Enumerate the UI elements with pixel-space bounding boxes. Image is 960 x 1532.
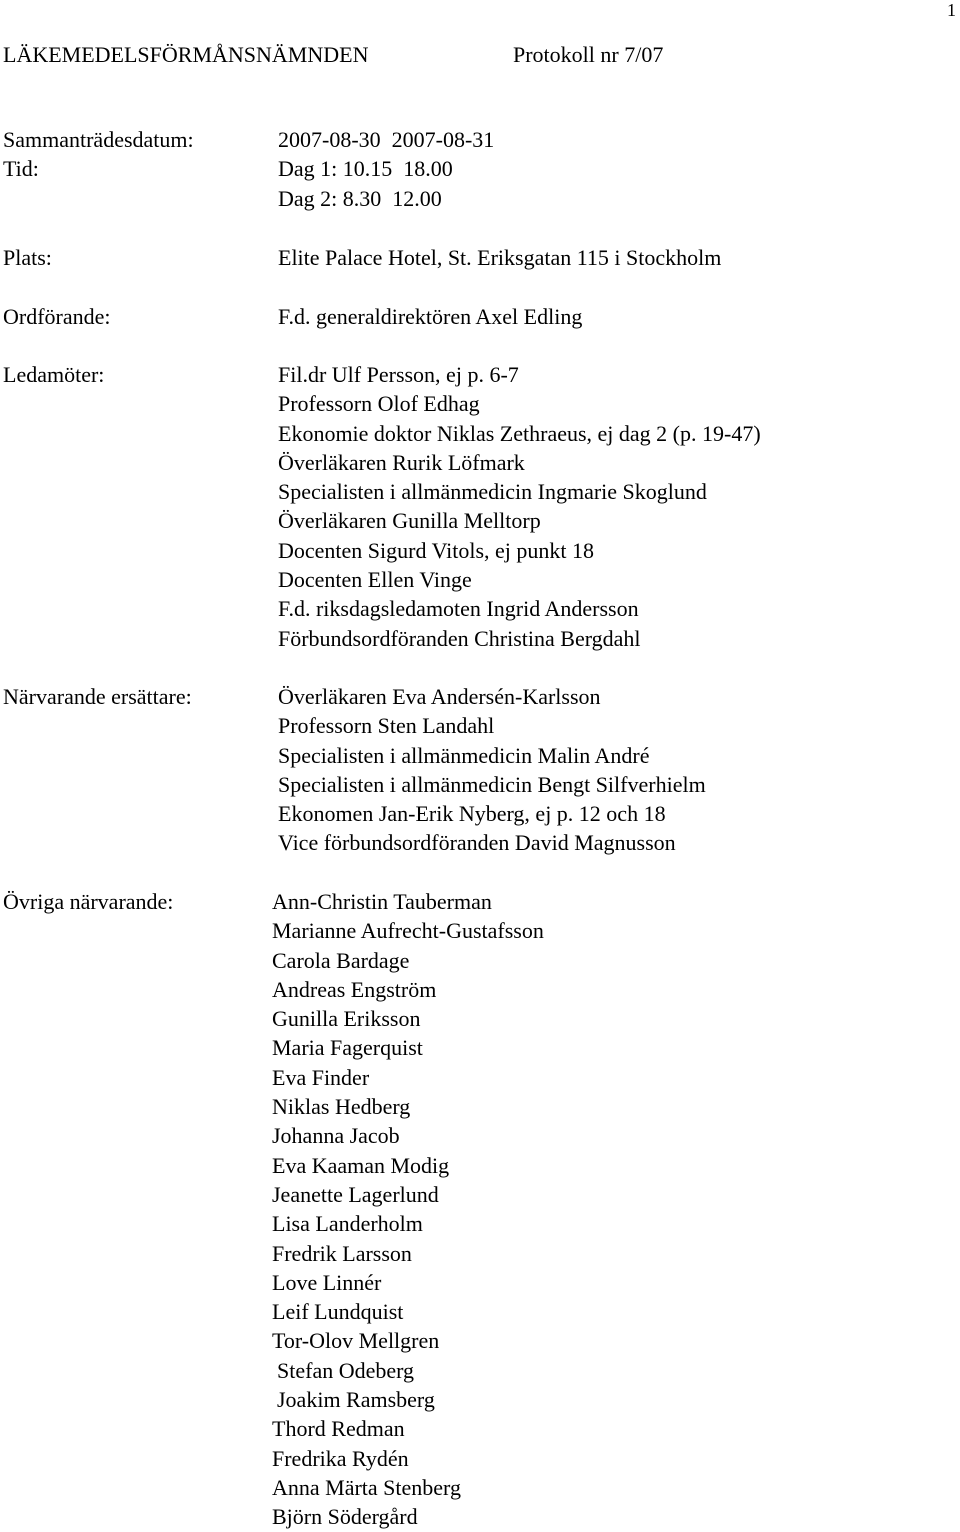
list-item: Björn Södergård [272, 1504, 418, 1530]
list-item: Gunilla Eriksson [272, 1006, 421, 1032]
list-item: Överläkaren Eva Andersén-Karlsson [278, 684, 601, 709]
list-item: Anna Märta Stenberg [272, 1474, 461, 1500]
organization-title: LÄKEMEDELSFÖRMÅNSNÄMNDEN [3, 42, 369, 67]
list-item: Andreas Engström [272, 976, 437, 1002]
meeting-chair-label: Ordförande: [3, 304, 111, 329]
list-item: Fil.dr Ulf Persson, ej p. 6-7 [278, 362, 519, 387]
list-item: Förbundsordföranden Christina Bergdahl [278, 625, 641, 651]
list-item: Specialisten i allmänmedicin Bengt Silfverhielm [278, 771, 706, 797]
list-item: Joakim Ramsberg [277, 1387, 435, 1413]
list-item: Jeanette Lagerlund [272, 1181, 439, 1207]
list-item: Tor-Olov Mellgren [272, 1328, 440, 1354]
meeting-time-day1: Dag 1: 10.15 18.00 [278, 156, 453, 181]
meeting-time-day2: Dag 2: 8.30 12.00 [278, 186, 442, 211]
list-item: Docenten Sigurd Vitols, ej punkt 18 [278, 537, 595, 563]
page-number: 1 [947, 0, 956, 20]
list-item: Vice förbundsordföranden David Magnusson [278, 830, 676, 856]
list-item: Överläkaren Gunilla Melltorp [278, 508, 541, 534]
meeting-time-label: Tid: [3, 156, 39, 181]
list-item: Docenten Ellen Vinge [278, 567, 472, 593]
members-label: Ledamöter: [3, 362, 105, 387]
substitutes-label: Närvarande ersättare: [3, 684, 192, 709]
list-item: Leif Lundquist [272, 1299, 404, 1325]
list-item: Ekonomen Jan-Erik Nyberg, ej p. 12 och 18 [278, 801, 666, 827]
list-item: Eva Kaaman Modig [272, 1152, 450, 1178]
meeting-date-label: Sammanträdesdatum: [3, 127, 194, 152]
list-item: Niklas Hedberg [272, 1094, 411, 1120]
list-item: Fredrik Larsson [272, 1240, 412, 1266]
list-item: Stefan Odeberg [277, 1357, 415, 1383]
substitutes-list [278, 682, 706, 858]
list-item: Ann-Christin Tauberman [272, 889, 492, 914]
list-item: Specialisten i allmänmedicin Ingmarie Skoglund [278, 479, 707, 505]
list-item: Love Linnér [272, 1269, 382, 1295]
list-item: Ekonomie doktor Niklas Zethraeus, ej dag 2 (p. 19-47) [278, 420, 761, 446]
list-item: Marianne Aufrecht-Gustafsson [272, 918, 544, 944]
meeting-chair-value: F.d. generaldirektören Axel Edling [278, 304, 583, 329]
list-item: Professorn Sten Landahl [278, 713, 495, 739]
list-item: F.d. riksdagsledamoten Ingrid Andersson [278, 596, 639, 622]
list-item: Carola Bardage [272, 947, 410, 973]
meeting-place-value: Elite Palace Hotel, St. Eriksgatan 115 i Stockholm [278, 245, 722, 270]
others-list [272, 887, 544, 1532]
list-item: Thord Redman [272, 1416, 405, 1442]
list-item: Eva Finder [272, 1064, 370, 1090]
list-item: Professorn Olof Edhag [278, 391, 480, 417]
others-label: Övriga närvarande: [3, 889, 174, 914]
list-item: Överläkaren Rurik Löfmark [278, 449, 525, 475]
protocol-number: Protokoll nr 7/07 [513, 42, 664, 67]
list-item: Fredrika Rydén [272, 1445, 409, 1471]
meeting-date-value: 2007-08-30 2007-08-31 [278, 127, 495, 152]
members-list [278, 360, 761, 653]
list-item: Maria Fagerquist [272, 1035, 423, 1061]
meeting-place-label: Plats: [3, 245, 52, 270]
list-item: Lisa Landerholm [272, 1211, 423, 1237]
list-item: Johanna Jacob [272, 1123, 400, 1149]
list-item: Specialisten i allmänmedicin Malin André [278, 742, 650, 768]
